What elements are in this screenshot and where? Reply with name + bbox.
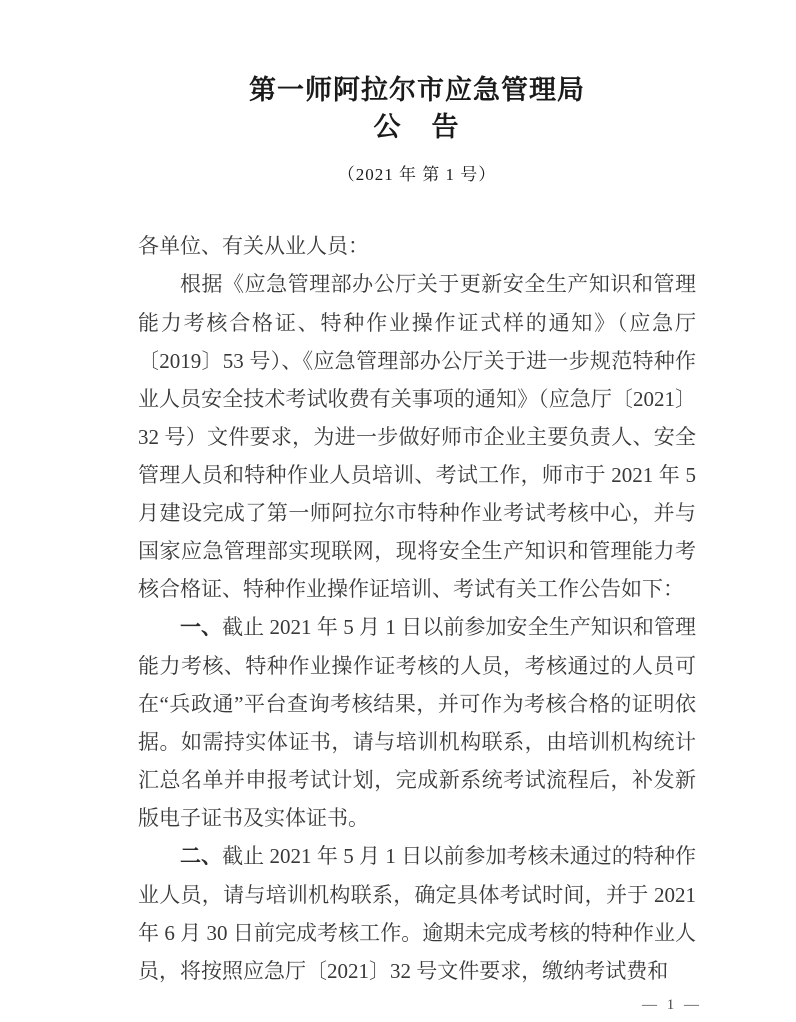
paragraph-item-2-text: 截止 2021 年 5 月 1 日以前参加考核未通过的特种作业人员，请与培训机构联系，确定具体考试时间，并于 2021 年 6 月 30 日前完成考核工作。逾期未完成考核的特种作业人员，将按照应急厅〔2021〕32 号文件要求，缴纳考试费和 (138, 844, 697, 983)
paragraph-item-2 (138, 837, 696, 990)
paragraph-item-1-text: 截止 2021 年 5 月 1 日以前参加安全生产知识和管理能力考核、特种作业操作证考核的人员，考核通过的人员可在“兵政通”平台查询考核结果，并可作为考核合格的证明依据。如需持实体证书，请与培训机构联系，由培训机构统计汇总名单并申报考试计划，完成新系统考试流程后，补发新版电子证书及实体证书。 (138, 615, 697, 830)
paragraph-item-1 (138, 608, 696, 837)
paragraph-basis-text: 根据《应急管理部办公厅关于更新安全生产知识和管理能力考核合格证、特种作业操作证式样的通知》（应急厅〔2019〕53 号）、《应急管理部办公厅关于进一步规范特种作业人员安全技术考试收费有关事项的通知》（应急厅〔2021〕32 号）文件要求，为进一步做好师市企业主要负责人、安全管理人员和特种作业人员培训、考试工作，师市于 2021 年 5 月建设完成了第一师阿拉尔市特种作业考试考核中心，并与国家应急管理部实现联网，现将安全生产知识和管理能力考核合格证、特种作业操作证培训、考试有关工作公告如下： (138, 272, 696, 601)
issuing-authority-title: 第一师阿拉尔市应急管理局 (249, 75, 585, 105)
paragraph-item-2-marker: 二、 (180, 845, 223, 868)
document-header (138, 74, 696, 185)
paragraph-basis (138, 265, 696, 608)
page-number: — 1 — (642, 997, 702, 1013)
issue-number: （2021 年 第 1 号） (337, 165, 497, 184)
paragraph-item-1-marker: 一、 (180, 616, 223, 639)
salutation: 各单位、有关从业人员： (138, 234, 369, 258)
document-body (138, 227, 696, 990)
announcement-title: 公 告 (373, 112, 461, 142)
